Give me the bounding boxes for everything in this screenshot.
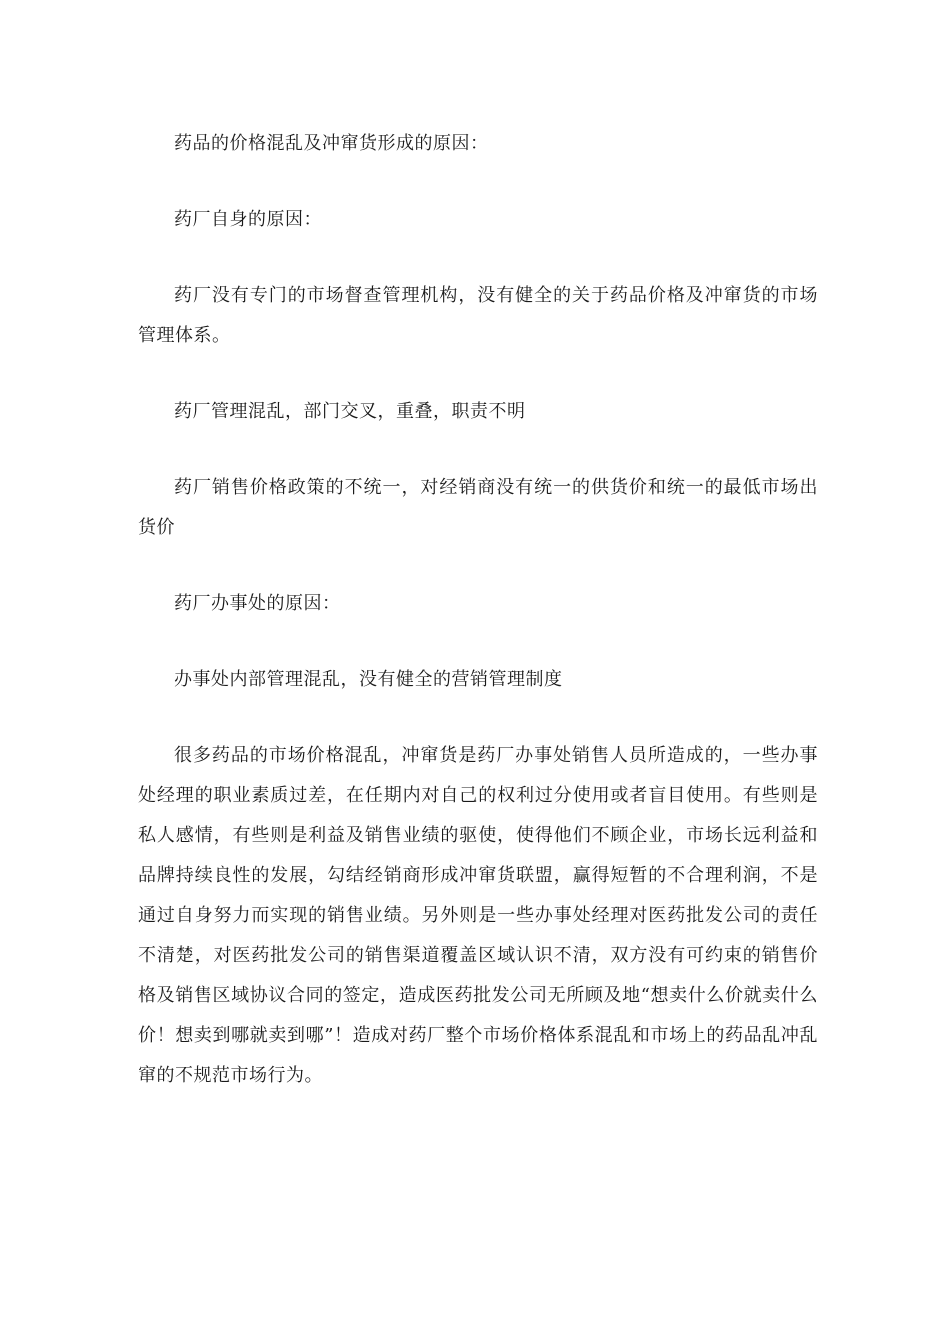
paragraph-no-supervision: 药厂没有专门的市场督查管理机构，没有健全的关于药品价格及冲窜货的市场管理体系。: [138, 285, 818, 346]
heading-causes: 药品的价格混乱及冲窜货形成的原因：: [174, 133, 489, 154]
subheading-factory-causes: 药厂自身的原因：: [174, 209, 322, 230]
paragraph-management-chaos: 药厂管理混乱，部门交叉，重叠，职责不明: [174, 401, 526, 422]
paragraph-detailed-causes: 很多药品的市场价格混乱，冲窜货是药厂办事处销售人员所造成的，一些办事处经理的职业素质过差，在任期内对自己的权利过分使用或者盲目使用。有些则是私人感情，有些则是利益及销售业绩的驱使，使得他们不顾企业，市场长远利益和品牌持续良性的发展，勾结经销商形成冲窜货联盟，赢得短暂的不合理利润，不是通过自身努力而实现的销售业绩。另外则是一些办事处经理对医药批发公司的责任不清楚，对医药批发公司的销售渠道覆盖区域认识不清，双方没有可约束的销售价格及销售区域协议合同的签定，造成医药批发公司无所顾及地“想卖什么价就卖什么价！想卖到哪就卖到哪”！造成对药厂整个市场价格体系混乱和市场上的药品乱冲乱窜的不规范市场行为。: [138, 745, 818, 1086]
paragraph-price-policy: 药厂销售价格政策的不统一，对经销商没有统一的供货价和统一的最低市场出货价: [138, 477, 818, 538]
document-body: [138, 124, 818, 1132]
subheading-office-causes: 药厂办事处的原因：: [174, 593, 341, 614]
paragraph-office-management: 办事处内部管理混乱，没有健全的营销管理制度: [174, 669, 563, 690]
